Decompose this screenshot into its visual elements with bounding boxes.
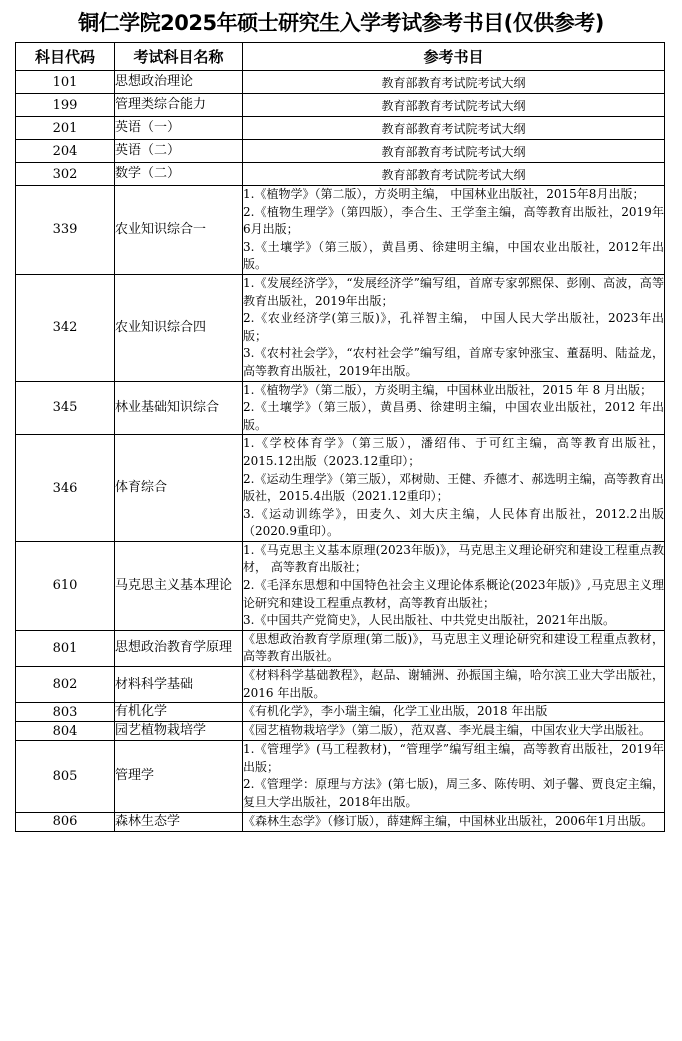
row-code: 204 <box>16 140 115 163</box>
row-code: 805 <box>16 741 115 812</box>
table-row <box>16 186 665 275</box>
reference-item: 3.《中国共产党简史》，人民出版社、中共党史出版社，2021年出版。 <box>243 613 615 628</box>
reference-item: 3.《土壤学》（第三版），黄昌勇、徐建明主编，中国农业出版社，2012年出版。 <box>243 239 664 272</box>
row-code: 803 <box>16 703 115 722</box>
reference-item: 3.《农村社会学》，“农村社会学”编写组，首席专家钟涨宝、董磊明、陆益龙，高等教育出版社，2019年出版。 <box>243 346 664 378</box>
row-code: 346 <box>16 435 115 542</box>
row-code: 802 <box>16 667 115 703</box>
table-row <box>16 274 665 381</box>
row-subject-name: 材料科学基础 <box>115 667 243 703</box>
row-code: 345 <box>16 381 115 435</box>
row-code: 610 <box>16 541 115 630</box>
table-row <box>16 435 665 542</box>
row-references <box>243 186 665 275</box>
reference-item: 2.《农业经济学(第三版)》，孔祥智主编， 中国人民大学出版社，2023年出版； <box>243 311 664 343</box>
row-reference: 教育部教育考试院考试大纲 <box>243 117 665 140</box>
row-code: 801 <box>16 630 115 666</box>
row-references <box>243 274 665 381</box>
reference-item: 2.《植物生理学》（第四版），李合生、王学奎主编，高等教育出版社，2019年6月出版； <box>243 204 664 237</box>
row-references <box>243 812 665 831</box>
table-row <box>16 722 665 741</box>
row-code: 339 <box>16 186 115 275</box>
table-row <box>16 94 665 117</box>
row-subject-name: 体育综合 <box>115 435 243 542</box>
table-row <box>16 163 665 186</box>
table-row <box>16 140 665 163</box>
reference-item: 1.《植物学》（第二版），方炎明主编， 中国林业出版社，2015年8月出版； <box>243 187 645 201</box>
table-row <box>16 812 665 831</box>
row-subject-name: 森林生态学 <box>115 812 243 831</box>
row-reference: 教育部教育考试院考试大纲 <box>243 94 665 117</box>
row-code: 201 <box>16 117 115 140</box>
row-references <box>243 741 665 812</box>
row-code: 804 <box>16 722 115 741</box>
row-code: 101 <box>16 71 115 94</box>
row-subject-name: 思想政治理论 <box>115 71 243 94</box>
reference-item: 1.《马克思主义基本原理(2023年版)》，马克思主义理论研究和建设工程重点教材， 高等教育出版社； <box>243 542 664 575</box>
row-references <box>243 722 665 741</box>
header-name: 考试科目名称 <box>115 43 243 71</box>
row-references <box>243 381 665 435</box>
row-subject-name: 林业基础知识综合 <box>115 381 243 435</box>
table-row <box>16 741 665 812</box>
reference-item: 1.《学校体育学》（第三版），潘绍伟、于可红主编，高等教育出版社，2015.12出版（2023.12重印）； <box>243 436 664 468</box>
row-subject-name: 管理类综合能力 <box>115 94 243 117</box>
row-subject-name: 思想政治教育学原理 <box>115 630 243 666</box>
table-row <box>16 71 665 94</box>
row-code: 806 <box>16 812 115 831</box>
reference-item: 《思想政治教育学原理(第二版)》，马克思主义理论研究和建设工程重点教材，高等教育出版社。 <box>243 631 664 664</box>
reference-item: 《园艺植物栽培学》（第二版），范双喜、李光晨主编，中国农业大学出版社。 <box>243 723 652 738</box>
row-subject-name: 农业知识综合一 <box>115 186 243 275</box>
row-references <box>243 541 665 630</box>
row-subject-name: 有机化学 <box>115 703 243 722</box>
reference-item: 1.《植物学》（第二版），方炎明主编，中国林业出版社，2015 年 8 月出版； <box>243 382 653 397</box>
reference-item: 1.《发展经济学》，“发展经济学”编写组，首席专家郭熙保、彭刚、高波，高等教育出版社，2019年出版； <box>243 275 664 308</box>
header-refs: 参考书目 <box>243 43 665 71</box>
table-row <box>16 541 665 630</box>
header-code: 科目代码 <box>16 43 115 71</box>
reference-item: 2.《运动生理学》（第三版），邓树勋、王健、乔德才、郝选明主编，高等教育出版社，2015.4出版（2021.12重印）； <box>243 471 664 504</box>
row-reference: 教育部教育考试院考试大纲 <box>243 163 665 186</box>
row-reference: 教育部教育考试院考试大纲 <box>243 140 665 163</box>
table-row <box>16 667 665 703</box>
reference-item: 《有机化学》，李小瑞主编，化学工业出版，2018 年出版 <box>243 704 548 719</box>
row-subject-name: 农业知识综合四 <box>115 274 243 381</box>
row-references <box>243 435 665 542</box>
row-subject-name: 马克思主义基本理论 <box>115 541 243 630</box>
row-subject-name: 园艺植物栽培学 <box>115 722 243 741</box>
table-row <box>16 703 665 722</box>
table-row <box>16 630 665 666</box>
page-title: 铜仁学院2025年硕士研究生入学考试参考书目(仅供参考) <box>78 11 604 35</box>
row-subject-name: 数学（二） <box>115 163 243 186</box>
reference-books-table <box>15 42 665 832</box>
table-header-row <box>16 43 665 71</box>
reference-item: 1.《管理学》(马工程教材)，“管理学”编写组主编，高等教育出版社，2019年出版； <box>243 742 664 774</box>
row-subject-name: 英语（二） <box>115 140 243 163</box>
row-references <box>243 703 665 722</box>
row-code: 199 <box>16 94 115 117</box>
reference-item: 2.《毛泽东思想和中国特色社会主义理论体系概论(2023年版)》,马克思主义理论研究和建设工程重点教材，高等教育出版社； <box>243 578 664 610</box>
row-references <box>243 630 665 666</box>
row-code: 302 <box>16 163 115 186</box>
row-code: 342 <box>16 274 115 381</box>
reference-item: 2.《土壤学》（第三版），黄昌勇、徐建明主编，中国农业出版社，2012 年出版。 <box>243 400 664 432</box>
reference-item: 2.《管理学：原理与方法》(第七版)，周三多、陈传明、刘子馨、贾良定主编，复旦大学出版社，2018年出版。 <box>243 777 664 809</box>
row-subject-name: 管理学 <box>115 741 243 812</box>
row-reference: 教育部教育考试院考试大纲 <box>243 71 665 94</box>
reference-item: 3.《运动训练学》，田麦久、刘大庆主编，人民体育出版社，2012.2出版（2020.9重印）。 <box>243 506 664 539</box>
reference-item: 《森林生态学》（修订版），薛建辉主编，中国林业出版社，2006年1月出版。 <box>243 813 654 828</box>
table-row <box>16 381 665 435</box>
table-row <box>16 117 665 140</box>
reference-item: 《材料科学基础教程》，赵品、谢辅洲、孙振国主编，哈尔滨工业大学出版社，2016 年出版。 <box>243 668 664 700</box>
row-references <box>243 667 665 703</box>
row-subject-name: 英语（一） <box>115 117 243 140</box>
